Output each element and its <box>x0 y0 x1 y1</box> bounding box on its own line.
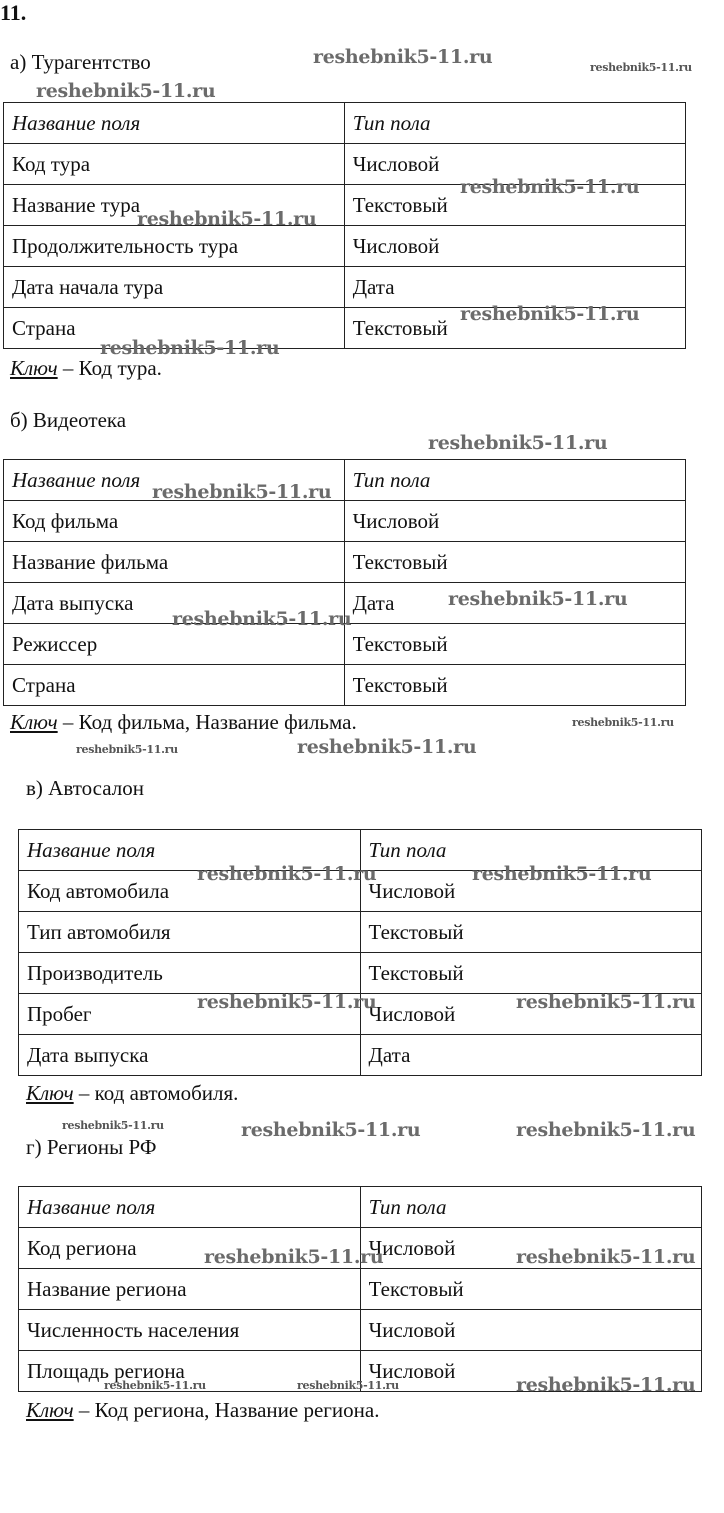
key-label: Ключ <box>10 356 58 380</box>
field-type-cell: Дата <box>344 583 685 624</box>
table-row <box>4 226 686 267</box>
field-name-cell: Тип автомобиля <box>19 912 361 953</box>
section-title-tour-agency: а) Турагентство <box>10 50 151 74</box>
key-label: Ключ <box>26 1398 74 1422</box>
watermark: reshebnik5-11.ru <box>36 80 216 102</box>
key-value: – Код региона, Название региона. <box>73 1398 380 1422</box>
watermark: reshebnik5-11.ru <box>197 863 377 885</box>
watermark: reshebnik5-11.ru <box>590 61 692 74</box>
table-row <box>19 912 702 953</box>
field-type-cell: Текстовый <box>344 665 685 706</box>
field-type-cell: Числовой <box>360 1228 701 1269</box>
column-header-name: Название поля <box>4 103 345 144</box>
key-label: Ключ <box>26 1081 74 1105</box>
watermark: reshebnik5-11.ru <box>152 481 332 503</box>
field-type-cell: Текстовый <box>344 542 685 583</box>
field-name-cell: Пробег <box>19 994 361 1035</box>
key-value: – Код фильма, Название фильма. <box>57 710 357 734</box>
watermark: reshebnik5-11.ru <box>104 1379 206 1392</box>
field-name-cell: Страна <box>4 665 345 706</box>
field-name-cell: Дата выпуска <box>4 583 345 624</box>
field-name-cell: Дата начала тура <box>4 267 345 308</box>
watermark: reshebnik5-11.ru <box>572 716 674 729</box>
watermark: reshebnik5-11.ru <box>297 736 477 758</box>
watermark: reshebnik5-11.ru <box>76 743 178 756</box>
field-type-cell: Числовой <box>360 994 701 1035</box>
field-name-cell: Код региона <box>19 1228 361 1269</box>
watermark: reshebnik5-11.ru <box>460 176 640 198</box>
watermark: reshebnik5-11.ru <box>516 1246 696 1268</box>
field-type-cell: Числовой <box>360 871 701 912</box>
field-name-cell: Продолжительность тура <box>4 226 345 267</box>
watermark: reshebnik5-11.ru <box>241 1119 421 1141</box>
table-header-row <box>4 460 686 501</box>
field-name-cell: Название тура <box>4 185 345 226</box>
table-row <box>19 953 702 994</box>
field-type-cell: Текстовый <box>344 308 685 349</box>
watermark: reshebnik5-11.ru <box>516 1374 696 1396</box>
column-header-name: Название поля <box>4 460 345 501</box>
key-line-tour-agency <box>10 356 162 381</box>
field-type-cell: Текстовый <box>360 953 701 994</box>
table-row <box>19 1269 702 1310</box>
field-name-cell: Площадь региона <box>19 1351 361 1392</box>
field-type-cell: Текстовый <box>344 624 685 665</box>
watermark: reshebnik5-11.ru <box>313 46 493 68</box>
field-type-cell: Числовой <box>344 226 685 267</box>
field-name-cell: Страна <box>4 308 345 349</box>
watermark: reshebnik5-11.ru <box>448 588 628 610</box>
table-row <box>4 542 686 583</box>
column-header-type: Тип пола <box>344 103 685 144</box>
column-header-type: Тип пола <box>344 460 685 501</box>
watermark: reshebnik5-11.ru <box>472 863 652 885</box>
watermark: reshebnik5-11.ru <box>62 1119 164 1132</box>
field-type-cell: Числовой <box>344 144 685 185</box>
watermark: reshebnik5-11.ru <box>516 1119 696 1141</box>
table-row <box>4 267 686 308</box>
watermark: reshebnik5-11.ru <box>428 432 608 454</box>
table-header-row <box>19 1187 702 1228</box>
field-type-cell: Числовой <box>344 501 685 542</box>
column-header-type: Тип пола <box>360 1187 701 1228</box>
watermark: reshebnik5-11.ru <box>172 608 352 630</box>
field-name-cell: Дата выпуска <box>19 1035 361 1076</box>
watermark: reshebnik5-11.ru <box>197 991 377 1013</box>
key-label: Ключ <box>10 710 58 734</box>
table-row <box>19 1035 702 1076</box>
field-type-cell: Текстовый <box>360 912 701 953</box>
section-title-car-dealer: в) Автосалон <box>26 776 144 800</box>
key-line-regions <box>26 1398 379 1423</box>
table-header-row <box>4 103 686 144</box>
task-number: 11. <box>0 0 27 25</box>
watermark: reshebnik5-11.ru <box>100 337 280 359</box>
fields-table-video-library <box>3 459 686 706</box>
field-name-cell: Код фильма <box>4 501 345 542</box>
section-title-video-library: б) Видеотека <box>10 408 127 432</box>
key-line-car-dealer <box>26 1081 238 1106</box>
watermark: reshebnik5-11.ru <box>297 1379 399 1392</box>
watermark: reshebnik5-11.ru <box>460 303 640 325</box>
field-type-cell: Текстовый <box>344 185 685 226</box>
field-type-cell: Дата <box>344 267 685 308</box>
fields-table-regions <box>18 1186 702 1392</box>
field-type-cell: Числовой <box>360 1351 701 1392</box>
field-name-cell: Производитель <box>19 953 361 994</box>
table-row <box>19 1310 702 1351</box>
table-row <box>4 665 686 706</box>
watermark: reshebnik5-11.ru <box>137 208 317 230</box>
watermark: reshebnik5-11.ru <box>204 1246 384 1268</box>
key-line-video-library <box>10 710 357 735</box>
column-header-type: Тип пола <box>360 830 701 871</box>
field-type-cell: Числовой <box>360 1310 701 1351</box>
column-header-name: Название поля <box>19 830 361 871</box>
field-name-cell: Код автомобила <box>19 871 361 912</box>
field-type-cell: Дата <box>360 1035 701 1076</box>
section-title-regions: г) Регионы РФ <box>26 1135 157 1159</box>
field-name-cell: Код тура <box>4 144 345 185</box>
key-value: – Код тура. <box>57 356 162 380</box>
field-name-cell: Название фильма <box>4 542 345 583</box>
field-name-cell: Название региона <box>19 1269 361 1310</box>
field-name-cell: Режиссер <box>4 624 345 665</box>
field-name-cell: Численность населения <box>19 1310 361 1351</box>
column-header-name: Название поля <box>19 1187 361 1228</box>
table-row <box>4 501 686 542</box>
key-value: – код автомобиля. <box>73 1081 239 1105</box>
watermark: reshebnik5-11.ru <box>516 991 696 1013</box>
field-type-cell: Текстовый <box>360 1269 701 1310</box>
